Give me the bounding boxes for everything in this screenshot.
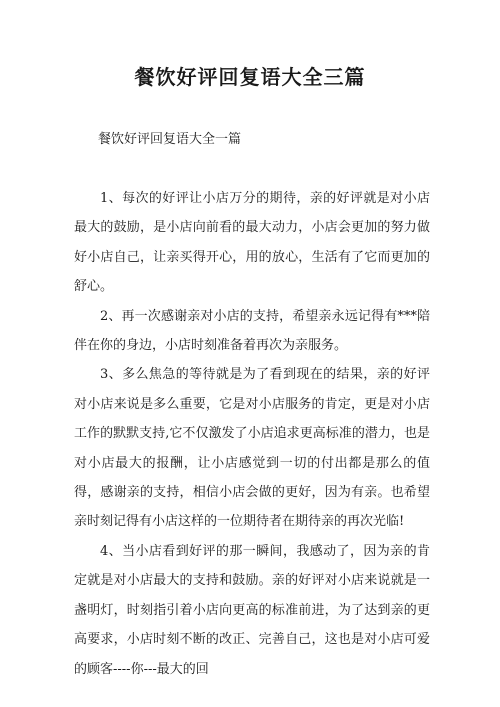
paragraph-3: 3、多么焦急的等待就是为了看到现在的结果，亲的好评对小店来说是多么重要，它是对小店服务的肯定，更是对小店工作的默默支持,它不仅激发了小店追求更高标准的潜力，也是对小店最大的报酬，让小店感觉到一切的付出都是那么的值得，感谢亲的支持，相信小店会做的更好，因为有亲。也希望亲时刻记得有小店这样的一位期待者在期待亲的再次光临! xyxy=(74,367,430,530)
document-body xyxy=(74,184,430,684)
document-title: 餐饮好评回复语大全三篇 xyxy=(134,65,366,89)
section-heading: 餐饮好评回复语大全一篇 xyxy=(98,132,242,147)
paragraph-2: 2、再一次感谢亲对小店的支持，希望亲永远记得有***陪伴在你的身边，小店时刻准备着再次为亲服务。 xyxy=(74,308,430,354)
paragraph-4: 4、当小店看到好评的那一瞬间，我感动了，因为亲的肯定就是对小店最大的支持和鼓励。亲的好评对小店来说就是一盏明灯，时刻指引着小店向更高的标准前进，为了达到亲的更高要求，小店时刻不断的改正、完善自己，这也是对小店可爱的顾客----你---最大的回 xyxy=(74,543,430,677)
paragraph-1: 1、每次的好评让小店万分的期待，亲的好评就是对小店最大的鼓励，是小店向前看的最大动力，小店会更加的努力做好小店自己，让亲买得开心，用的放心，生活有了它而更加的舒心。 xyxy=(74,191,430,295)
